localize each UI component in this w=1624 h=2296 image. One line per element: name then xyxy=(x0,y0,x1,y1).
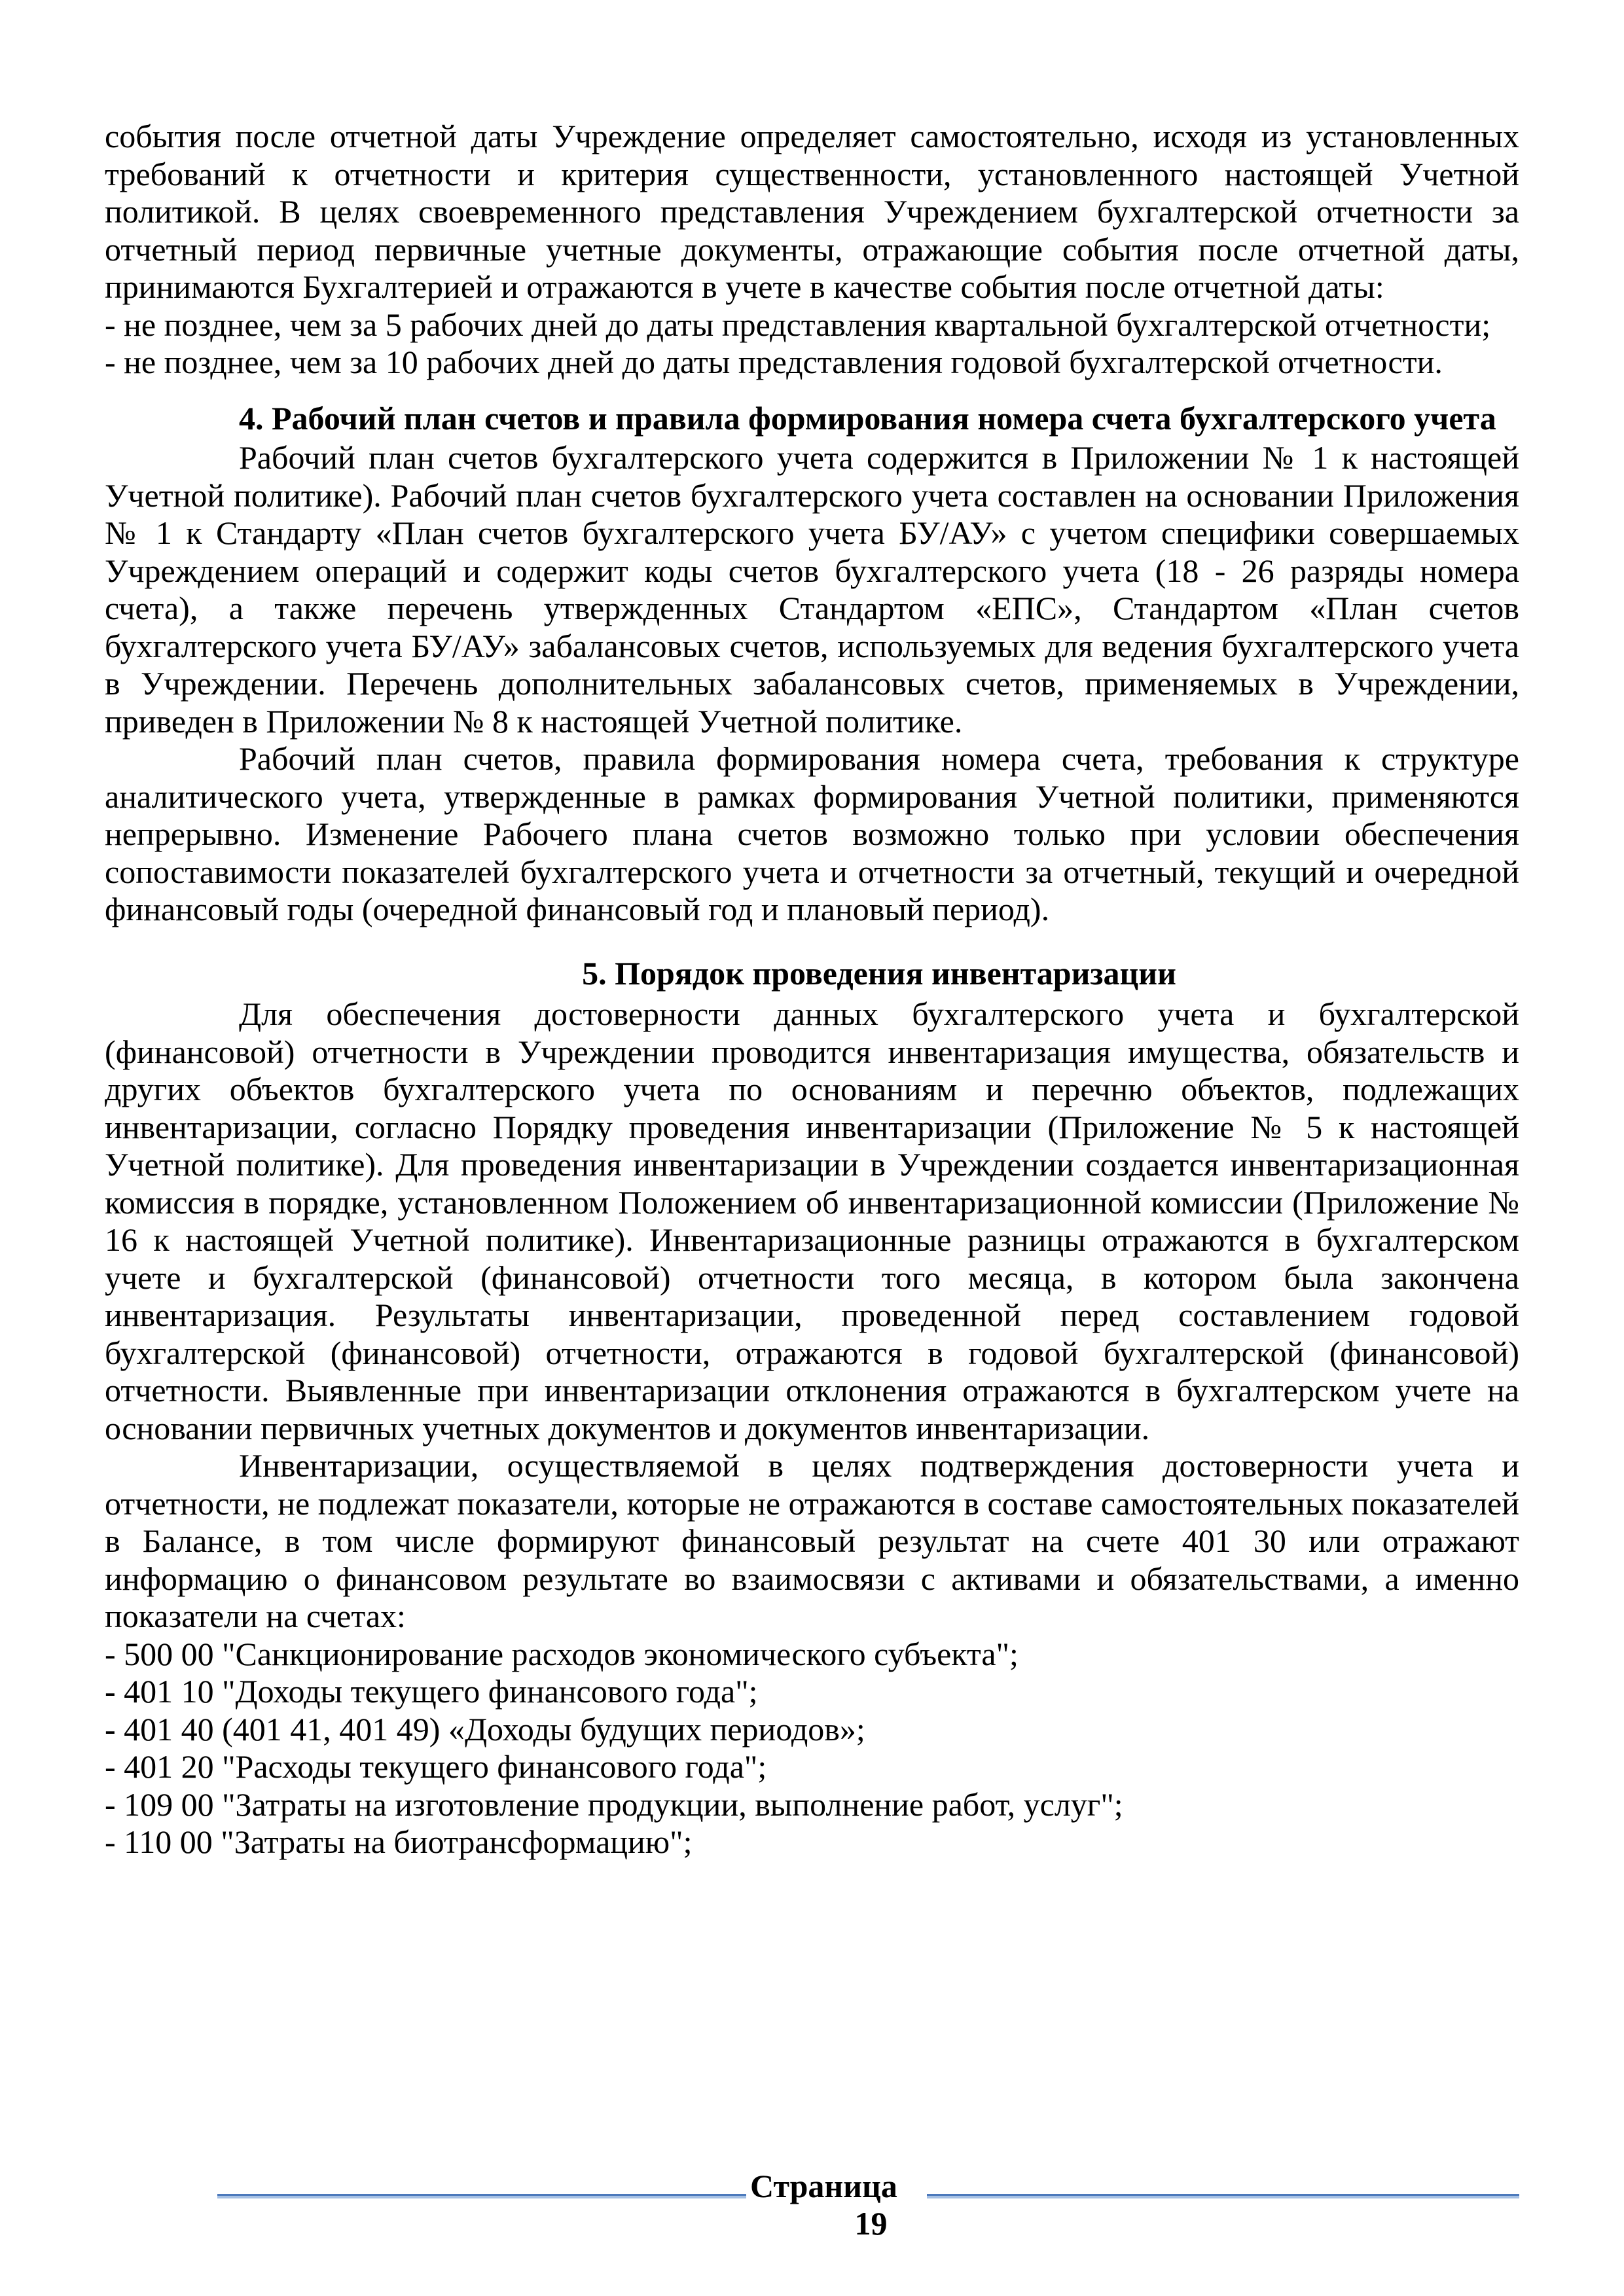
paragraph: - 401 40 (401 41, 401 49) «Доходы будущих периодов»; xyxy=(105,1710,865,1748)
footer-page-label: Страница xyxy=(750,2168,897,2204)
footer-rule-left xyxy=(217,2194,746,2198)
paragraph: - 109 00 "Затраты на изготовление продукции, выполнение работ, услуг"; xyxy=(105,1785,1123,1823)
page-footer xyxy=(105,2168,1519,2242)
footer-rule-right xyxy=(927,2194,1519,2198)
paragraph: события после отчетной даты Учреждение определяет самостоятельно, исходя из установленных требований к отчетности и критерия существенности, установленного настоящей Учетной политикой. В целях своевременного представления Учреждением бухгалтерской отчетности за отчетный период первичные учетные документы, отражающие события после отчетной даты, принимаются Бухгалтерией и отражаются в учете в качестве события после отчетной даты: xyxy=(105,118,1519,305)
paragraph: Рабочий план счетов бухгалтерского учета содержится в Приложении № 1 к настоящей Учетной политике). Рабочий план счетов бухгалтерского учета составлен на основании Приложения № 1 к Стандарту «План счетов бухгалтерского учета БУ/АУ» с учетом специфики совершаемых Учреждением операций и содержит коды счетов бухгалтерского учета (18 - 26 разряды номера счета), а также перечень утвержденных Стандартом «ЕПС», Стандартом «План счетов бухгалтерского учета БУ/АУ» забалансовых счетов, используемых для ведения бухгалтерского учета в Учреждении. Перечень дополнительных забалансовых счетов, применяемых в Учреждении, приведен в Приложении № 8 к настоящей Учетной политике. xyxy=(105,439,1519,740)
paragraph: - 401 10 "Доходы текущего финансового года"; xyxy=(105,1673,758,1710)
paragraph: - 401 20 "Расходы текущего финансового года"; xyxy=(105,1748,767,1785)
section-heading: 5. Порядок проведения инвентаризации xyxy=(582,954,1176,992)
paragraph: - 500 00 "Санкционирование расходов экономического субъекта"; xyxy=(105,1635,1019,1672)
document-body xyxy=(105,118,1519,1861)
paragraph: - не позднее, чем за 5 рабочих дней до даты представления квартальной бухгалтерской отчетности; xyxy=(105,306,1491,343)
paragraph: - не позднее, чем за 10 рабочих дней до даты представления годовой бухгалтерской отчетности. xyxy=(105,344,1443,380)
paragraph: - 110 00 "Затраты на биотрансформацию"; xyxy=(105,1823,693,1860)
footer-rule-row xyxy=(105,2168,1519,2205)
paragraph: Инвентаризации, осуществляемой в целях подтверждения достоверности учета и отчетности, не подлежат показатели, которые не отражаются в составе самостоятельных показателей в Балансе, в том числе формируют финансовый результат на счете 401 30 или отражают информацию о финансовом результате во взаимосвязи с активами и обязательствами, а именно показатели на счетах: xyxy=(105,1447,1519,1634)
section-heading: 4. Рабочий план счетов и правила формирования номера счета бухгалтерского учета xyxy=(239,399,1496,437)
paragraph: Для обеспечения достоверности данных бухгалтерского учета и бухгалтерской (финансовой) отчетности в Учреждении проводится инвентаризация имущества, обязательств и других объектов бухгалтерского учета по основаниям и перечню объектов, подлежащих инвентаризации, согласно Порядку проведения инвентаризации (Приложение № 5 к настоящей Учетной политике). Для проведения инвентаризации в Учреждении создается инвентаризационная комиссия в порядке, установленном Положением об инвентаризационной комиссии (Приложение № 16 к настоящей Учетной политике). Инвентаризационные разницы отражаются в бухгалтерском учете и бухгалтерской (финансовой) отчетности того месяца, в котором была закончена инвентаризация. Результаты инвентаризации, проведенной перед составлением годовой бухгалтерской (финансовой) отчетности, отражаются в годовой бухгалтерской (финансовой) отчетности. Выявленные при инвентаризации отклонения отражаются в бухгалтерском учете на основании первичных учетных документов и документов инвентаризации. xyxy=(105,996,1519,1446)
paragraph: Рабочий план счетов, правила формирования номера счета, требования к структуре аналитического учета, утвержденные в рамках формирования Учетной политики, применяются непрерывно. Изменение Рабочего плана счетов возможно только при условии обеспечения сопоставимости показателей бухгалтерского учета и отчетности за отчетный, текущий и очередной финансовый годы (очередной финансовый год и плановый период). xyxy=(105,740,1519,927)
footer-page-number: 19 xyxy=(854,2205,888,2242)
